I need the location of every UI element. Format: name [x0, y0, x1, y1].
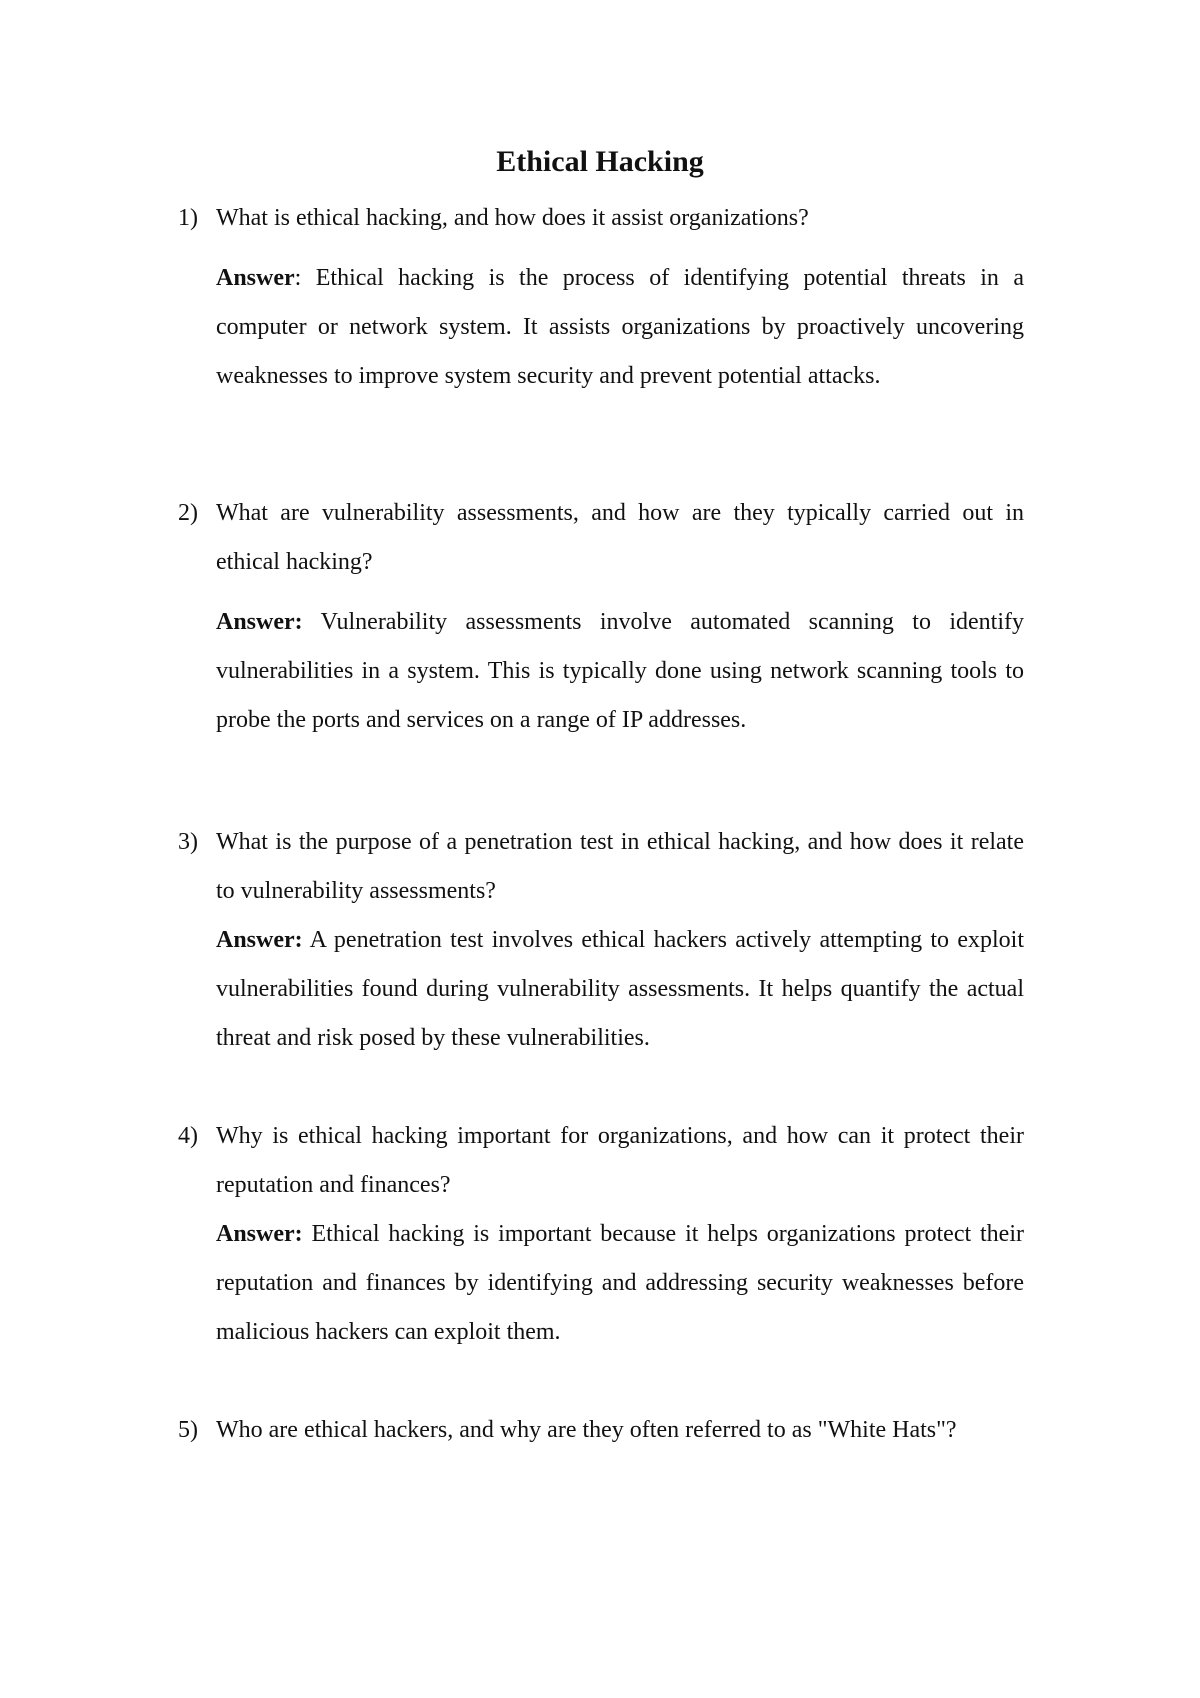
question-text: What is the purpose of a penetration test in ethical hacking, and how does it relate to vulnerability assessments? — [216, 829, 1024, 904]
answer-text: Vulnerability assessments involve automated scanning to identify vulnerabilities in a system. This is typically done using network scanning tools to probe the ports and services on a range of IP addresses. — [216, 609, 1024, 733]
page-title: Ethical Hacking — [496, 145, 704, 178]
qa-item-1 — [178, 194, 1024, 401]
question-number: 5) — [178, 1417, 198, 1443]
answer-label: Answer: — [216, 927, 303, 953]
answer-label: Answer: — [216, 609, 303, 635]
answer-separator: : — [294, 265, 302, 291]
answer-paragraph — [216, 598, 1024, 745]
question-text: Who are ethical hackers, and why are they often referred to as "White Hats"? — [216, 1417, 957, 1443]
question-number: 1) — [178, 205, 198, 231]
answer-label: Answer — [216, 265, 295, 291]
question-number: 3) — [178, 829, 198, 855]
answer-paragraph — [216, 916, 1024, 1063]
qa-item-5 — [178, 1406, 1024, 1455]
answer-text: A penetration test involves ethical hackers actively attempting to exploit vulnerabilities found during vulnerability assessments. It helps quantify the actual threat and risk posed by these vulnerabilities. — [216, 927, 1024, 1051]
answer-paragraph — [216, 1210, 1024, 1357]
answer-paragraph — [216, 254, 1024, 401]
qa-item-4 — [178, 1112, 1024, 1357]
answer-label: Answer: — [216, 1221, 303, 1247]
answer-text: Ethical hacking is the process of identifying potential threats in a computer or network system. It assists organizations by proactively uncovering weaknesses to improve system security and prevent potential attacks. — [216, 265, 1024, 389]
question-text: What is ethical hacking, and how does it assist organizations? — [216, 205, 809, 231]
question-text: Why is ethical hacking important for organizations, and how can it protect their reputation and finances? — [216, 1123, 1024, 1198]
question-number: 2) — [178, 500, 198, 526]
qa-item-3 — [178, 818, 1024, 1063]
question-text: What are vulnerability assessments, and how are they typically carried out in ethical hacking? — [216, 500, 1024, 575]
answer-text: Ethical hacking is important because it helps organizations protect their reputation and finances by identifying and addressing security weaknesses before malicious hackers can exploit them. — [216, 1221, 1024, 1345]
qa-item-2 — [178, 489, 1024, 745]
question-number: 4) — [178, 1123, 198, 1149]
